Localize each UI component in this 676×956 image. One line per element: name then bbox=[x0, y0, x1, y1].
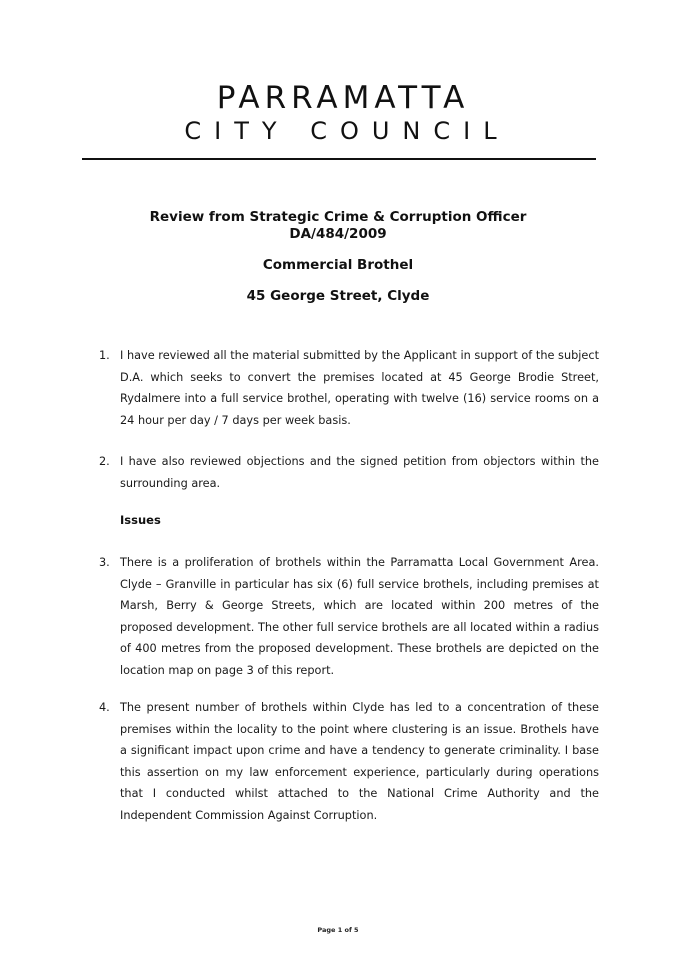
document-title-block bbox=[0, 209, 676, 305]
issues-heading: Issues bbox=[120, 513, 161, 527]
paragraph-4 bbox=[99, 697, 599, 827]
paragraph-2 bbox=[99, 451, 599, 494]
document-title: Review from Strategic Crime & Corruption Officer bbox=[149, 209, 527, 225]
council-name-line1: PARRAMATTA bbox=[216, 80, 470, 116]
letterhead bbox=[0, 80, 676, 146]
paragraph-text: I have also reviewed objections and the signed petition from objectors within the surrounding area. bbox=[120, 455, 599, 490]
da-reference: DA/484/2009 bbox=[289, 226, 387, 242]
page-number: Page 1 of 5 bbox=[317, 926, 359, 934]
paragraph-text: There is a proliferation of brothels within the Parramatta Local Government Area. Clyde – Granville in particular has six (6) full service brothels, including premises at Marsh, Berry & George Streets, which are located within 200 metres of the proposed development. The other full service brothels are all located within a radius of 400 metres from the proposed development. These brothels are depicted on the location map on page 3 of this report. bbox=[120, 556, 599, 677]
paragraph-text: The present number of brothels within Clyde has led to a concentration of these premises within the locality to the point where clustering is an issue. Brothels have a significant impact upon crime and have a tendency to generate criminality. I base this assertion on my law enforcement experience, particularly during operations that I conducted whilst attached to the National Crime Authority and the Independent Commission Against Corruption. bbox=[120, 701, 599, 822]
paragraph-3 bbox=[99, 552, 599, 682]
paragraph-number: 2. bbox=[99, 455, 110, 468]
paragraph-text: I have reviewed all the material submitted by the Applicant in support of the subject D.A. which seeks to convert the premises located at 45 George Brodie Street, Rydalmere into a full service brothel, operating with twelve (16) service rooms on a 24 hour per day / 7 days per week basis. bbox=[120, 349, 599, 427]
document-subject: Commercial Brothel bbox=[262, 257, 414, 273]
paragraph-1 bbox=[99, 345, 599, 431]
council-name-line2: CITY COUNCIL bbox=[184, 117, 510, 145]
site-address: 45 George Street, Clyde bbox=[246, 288, 430, 304]
paragraph-number: 3. bbox=[99, 556, 110, 569]
header-divider bbox=[82, 158, 596, 160]
paragraph-number: 1. bbox=[99, 349, 110, 362]
paragraph-number: 4. bbox=[99, 701, 110, 714]
